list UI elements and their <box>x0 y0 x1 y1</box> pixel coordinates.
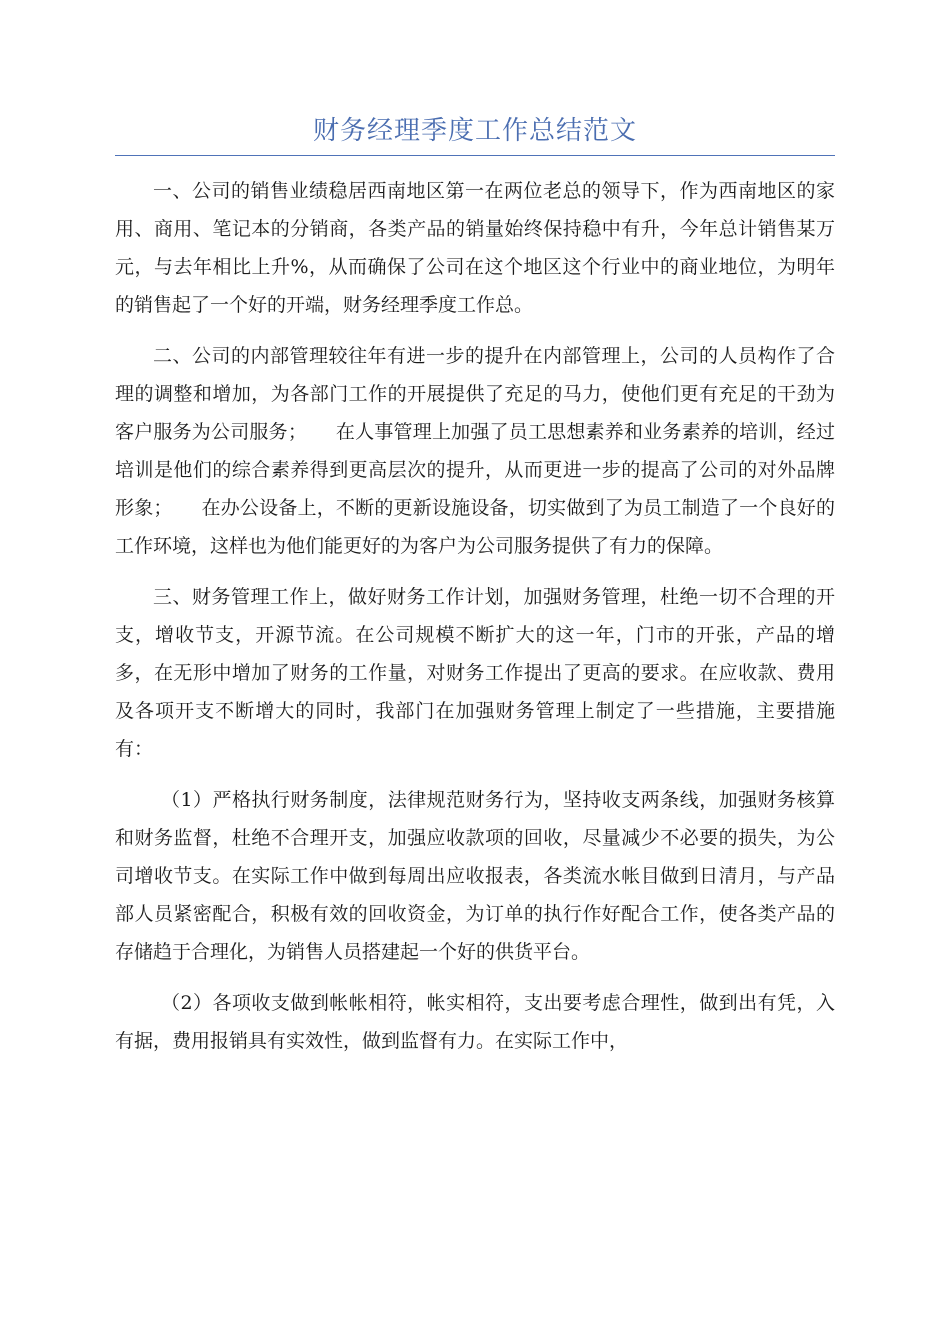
paragraph-financial-management: 三、财务管理工作上，做好财务工作计划，加强财务管理，杜绝一切不合理的开支，增收节支，开源节流。在公司规模不断扩大的这一年，门市的开张，产品的增多，在无形中增加了财务的工作量，对财务工作提出了更高的要求。在应收款、费用及各项开支不断增大的同时，我部门在加强财务管理上制定了一些措施，主要措施有： <box>115 586 835 760</box>
document-title: 财务经理季度工作总结范文 <box>312 116 637 146</box>
paragraph-measure-1: （1）严格执行财务制度，法律规范财务行为，坚持收支两条线，加强财务核算和财务监督，杜绝不合理开支，加强应收款项的回收，尽量减少不必要的损失，为公司增收节支。在实际工作中做到每周出应收报表，各类流水帐目做到日清月，与产品部人员紧密配合，积极有效的回收资金，为订单的执行作好配合工作，使各类产品的存储趋于合理化，为销售人员搭建起一个好的供货平台。 <box>115 789 835 963</box>
title-underline <box>115 155 835 156</box>
paragraph-internal-management: 二、公司的内部管理较往年有进一步的提升在内部管理上，公司的人员构作了合理的调整和增加，为各部门工作的开展提供了充足的马力，使他们更有充足的干劲为客户服务为公司服务； 在人事管理上加强了员工思想素养和业务素养的培训，经过培训是他们的综合素养得到更高层次的提升，从而更进一步的提高了公司的对外品牌形象； 在办公设备上，不断的更新设施设备，切实做到了为员工制造了一个良好的工作环境，这样也为他们能更好的为客户为公司服务提供了有力的保障。 <box>115 345 835 557</box>
document-body <box>115 172 835 1073</box>
paragraph-sales-performance: 一、公司的销售业绩稳居西南地区第一在两位老总的领导下，作为西南地区的家用、商用、笔记本的分销商，各类产品的销量始终保持稳中有升，今年总计销售某万元，与去年相比上升%，从而确保了公司在这个地区这个行业中的商业地位，为明年的销售起了一个好的开端，财务经理季度工作总。 <box>115 180 835 316</box>
paragraph-measure-2: （2）各项收支做到帐帐相符，帐实相符，支出要考虑合理性，做到出有凭，入有据，费用报销具有实效性，做到监督有力。在实际工作中， <box>115 992 835 1052</box>
